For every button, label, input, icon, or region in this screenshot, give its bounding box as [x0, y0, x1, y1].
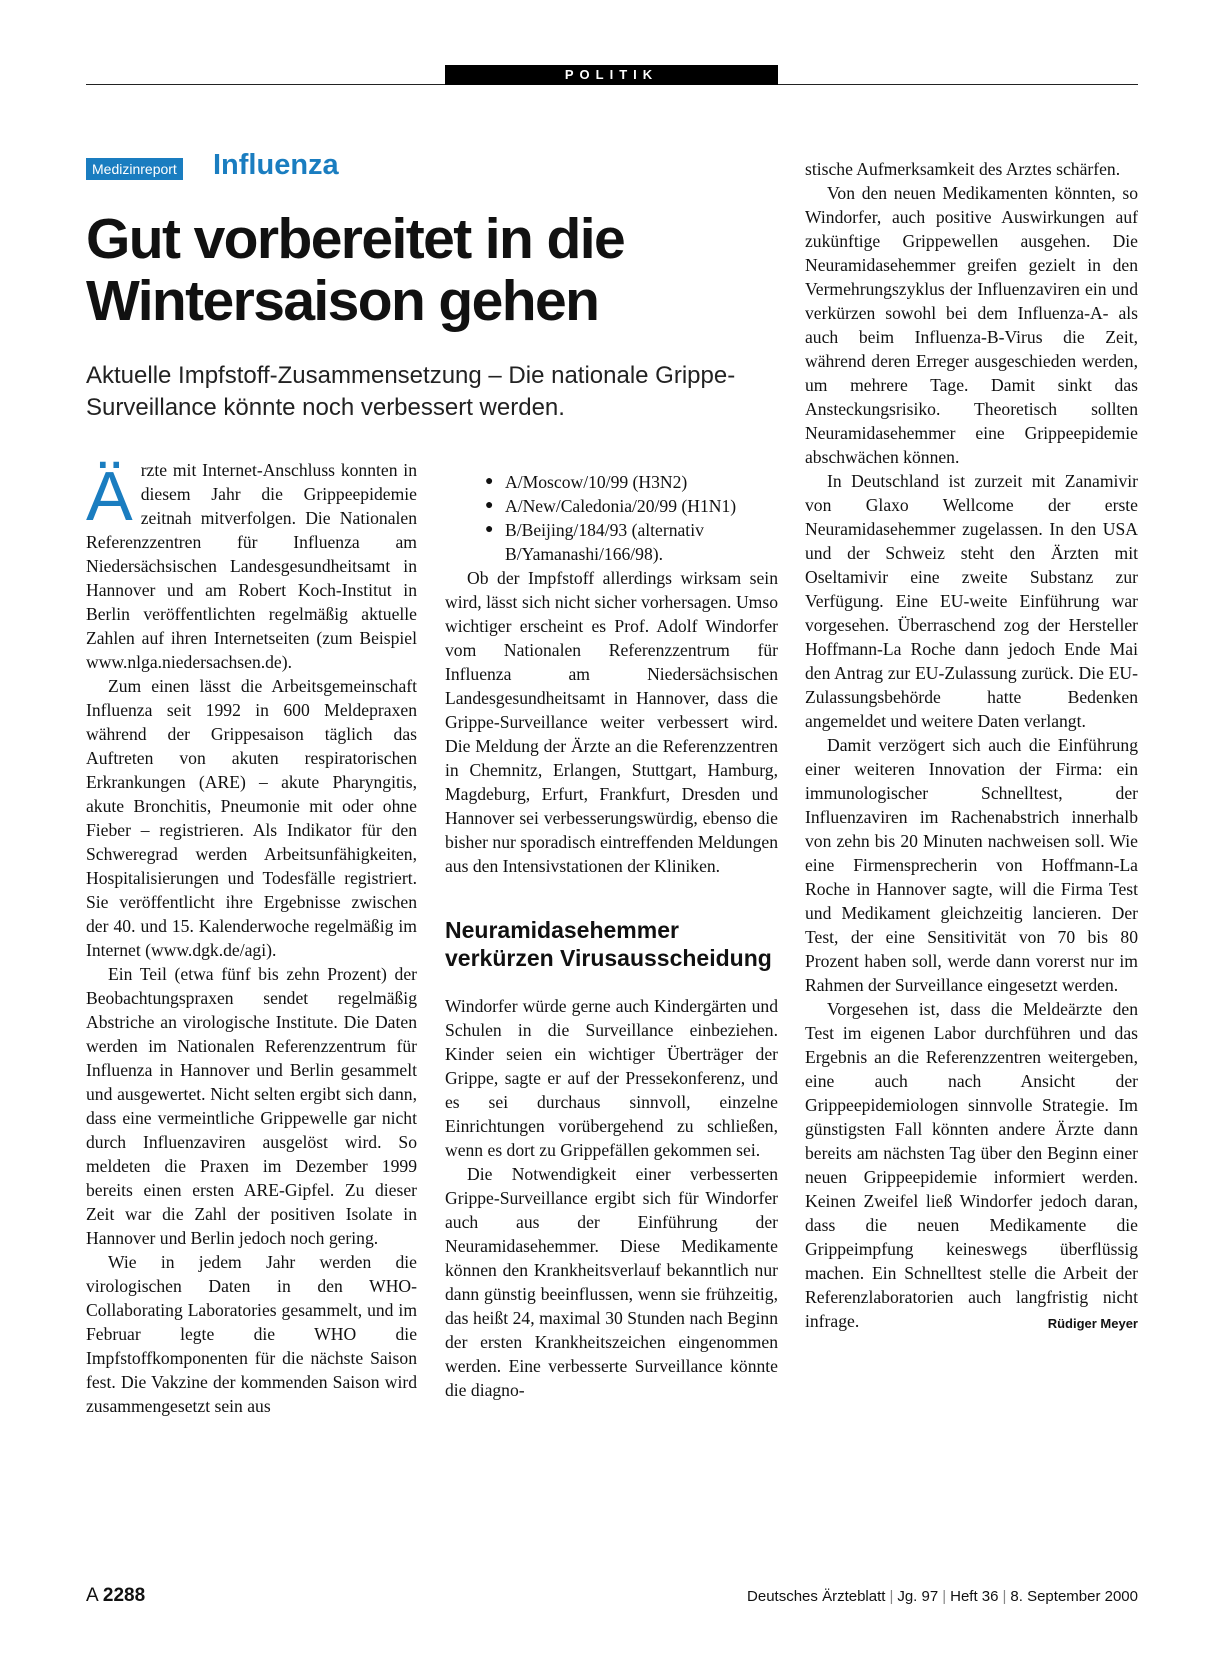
list-item: ● A/Moscow/10/99 (H3N2)	[485, 470, 778, 494]
list-item: ● B/Beijing/184/93 (alternativ B/Yamanashi/166/98).	[485, 518, 778, 566]
article-headline: Gut vorbereitet in die Wintersaison gehen	[86, 207, 625, 333]
paragraph: Vorgesehen ist, dass die Meldeärzte den Test im eigenen Labor durchführen und das Ergebnis an die Referenzzentren weitergeben, eine auch nach Ansicht der Grippeepidemiologen sinnvolle Strategie. Im günstigsten Fall könnten andere Ärzte dann bereits am nächsten Tag über den Beginn einer neuen Grippeepidemie informiert werden. Keinen Zweifel ließ Windorfer jedoch daran, dass die neuen Medikamente die Grippeimpfung keineswegs überflüssig machen. Ein Schnelltest stelle die Arbeit der Referenzlaboratorien auch langfristig nicht infrage. Rüdiger Meyer	[805, 997, 1138, 1333]
paragraph: Die Notwendigkeit einer verbesserten Grippe-Surveillance ergibt sich für Windorfer auch aus der Einführung der Neuramidasehemmer. Diese Medikamente können den Krankheitsverlauf bekanntlich nur dann günstig beeinflussen, wenn sie frühzeitig, das heißt 24, maximal 30 Stunden nach Beginn der ersten Krankheitszeichen eingenommen werden. Eine verbesserte Surveillance könnte die diagno-	[445, 1164, 778, 1400]
paragraph: Ein Teil (etwa fünf bis zehn Prozent) der Beobachtungspraxen sendet regelmäßig Abstriche an virologische Institute. Die Daten werden im Nationalen Referenzzentrum für Influenza in Hannover und Berlin gesammelt und ausgewertet. Nicht selten ergibt sich dann, dass eine vermeintliche Grippewelle gar nicht durch Influenzaviren ausgelöst wird. So meldeten die Praxen im Dezember 1999 bereits einen ersten ARE-Gipfel. Zu dieser Zeit war die Zahl der positiven Isolate in Hannover und Berlin jedoch noch gering.	[86, 964, 417, 1248]
paragraph: Wie in jedem Jahr werden die virologischen Daten in den WHO-Collaborating Laboratories gesammelt, und im Februar legte die WHO die Impfstoffkomponenten für die nächste Saison fest. Die Vakzine der kommenden Saison wird zusammengesetzt sein aus	[86, 1252, 417, 1416]
page-number: A 2288	[86, 1585, 146, 1606]
author-byline: Rüdiger Meyer	[1047, 1316, 1138, 1331]
journal-volume: Jg. 97	[897, 1588, 939, 1605]
paragraph: Von den neuen Medikamenten könnten, so Windorfer, auch positive Auswirkungen auf zukünftige Grippewellen ausgehen. Die Neuramidasehemmer greifen gezielt in den Vermehrungszyklus der Influenzaviren ein und verkürzen sowohl bei dem Influenza-A- als auch beim Influenza-B-Virus die Zeit, während deren Erreger ausgeschieden werden, um mehrere Tage. Damit sinkt das Ansteckungsrisiko. Theoretisch sollten Neuramidasehemmer eine Grippeepidemie abschwächen können.	[805, 183, 1138, 467]
paragraph: Damit verzögert sich auch die Einführung einer weiteren Innovation der Firma: ein immunologischer Schnelltest, der Influenzaviren im Rachenabstrich innerhalb von zehn bis 20 Minuten nachweisen soll. Wie eine Firmensprecherin von Hoffmann-La Roche in Hannover sagte, will die Firma Test und Medikament gleichzeitig lancieren. Der Test, der eine Sensitivität von 70 bis 80 Prozent haben soll, werde dann vorerst nur im Rahmen der Surveillance eingesetzt werden.	[805, 735, 1138, 995]
text-column-3	[805, 157, 1138, 1336]
article-subheadline: Aktuelle Impfstoff-Zusammensetzung – Die nationale Grippe-Surveillance könnte noch verbessert werden.	[86, 362, 736, 421]
journal-date: 8. September 2000	[1010, 1588, 1138, 1605]
section-subheading: Neuramidasehemmer verkürzen Virusausscheidung	[445, 917, 772, 971]
journal-footer: Deutsches Ärzteblatt | Jg. 97 | Heft 36 | 8. September 2000	[747, 1588, 1138, 1605]
drop-cap: Ä	[86, 457, 133, 535]
paragraph: In Deutschland ist zurzeit mit Zanamivir von Glaxo Wellcome der erste Neuramidasehemmer zugelassen. In den USA und der Schweiz steht den Ärzten mit Oseltamivir eine zweite Substanz zur Verfügung. Eine EU-weite Einführung war vorgesehen. Überraschend zog der Hersteller Hoffmann-La Roche dann jedoch Ende Mai den Antrag zur EU-Zulassung zurück. Die EU-Zulassungsbehörde hatte Bedenken angemeldet und weitere Daten verlangt.	[805, 471, 1138, 731]
paragraph: Ärzte mit Internet-Anschluss konnten in diesem Jahr die Grippeepidemie zeitnah mitverfolgen. Die Nationalen Referenzzentren für Influenza am Niedersächsischen Landesgesundheitsamt in Hannover und am Robert Koch-Institut in Berlin veröffentlichten regelmäßig aktuelle Zahlen auf ihren Internetseiten (zum Beispiel www.nlga.niedersachsen.de).	[86, 457, 417, 672]
list-item: ● A/New/Caledonia/20/99 (H1N1)	[485, 494, 778, 518]
journal-issue: Heft 36	[950, 1588, 999, 1605]
text-column-2	[445, 470, 778, 1402]
vaccine-strain-list	[485, 470, 778, 566]
paragraph: Windorfer würde gerne auch Kindergärten und Schulen in die Surveillance einbeziehen. Kinder seien ein wichtiger Überträger der Grippe, sagte er auf der Pressekonferenz, und es sei durchaus sinnvoll, einzelne Einrichtungen vorübergehend zu schließen, wenn es dort zu Grippefällen gekommen sei.	[445, 996, 778, 1160]
journal-name: Deutsches Ärzteblatt	[747, 1588, 886, 1605]
category-badge: Medizinreport	[86, 158, 183, 180]
topic-kicker: Influenza	[213, 149, 339, 181]
paragraph: stische Aufmerksamkeit des Arztes schärfen.	[805, 159, 1121, 179]
text-column-1	[86, 458, 417, 1418]
section-label: POLITIK	[445, 65, 778, 85]
paragraph: Zum einen lässt die Arbeitsgemeinschaft Influenza seit 1992 in 600 Meldepraxen während der Grippesaison täglich das Auftreten von akuten respiratorischen Erkrankungen (ARE) – akute Pharyngitis, akute Bronchitis, Pneumonie mit oder ohne Fieber – registrieren. Als Indikator für den Schweregrad werden Arbeitsunfähigkeiten, Hospitalisierungen und Todesfälle registriert. Sie veröffentlicht ihre Ergebnisse zwischen der 40. und 15. Kalenderwoche regelmäßig im Internet (www.dgk.de/agi).	[86, 676, 417, 960]
paragraph: Ob der Impfstoff allerdings wirksam sein wird, lässt sich nicht sicher vorhersagen. Umso wichtiger erscheint es Prof. Adolf Windorfer vom Nationalen Referenzzentrum für Influenza am Niedersächsischen Landesgesundheitsamt in Hannover, dass die Grippe-Surveillance weiter verbessert wird. Die Meldung der Ärzte an die Referenzzentren in Chemnitz, Erlangen, Stuttgart, Hamburg, Magdeburg, Erfurt, Frankfurt, Dresden und Hannover sei verbesserungswürdig, ebenso die bisher nur sporadisch eintreffenden Meldungen aus den Intensivstationen der Kliniken.	[445, 568, 778, 876]
